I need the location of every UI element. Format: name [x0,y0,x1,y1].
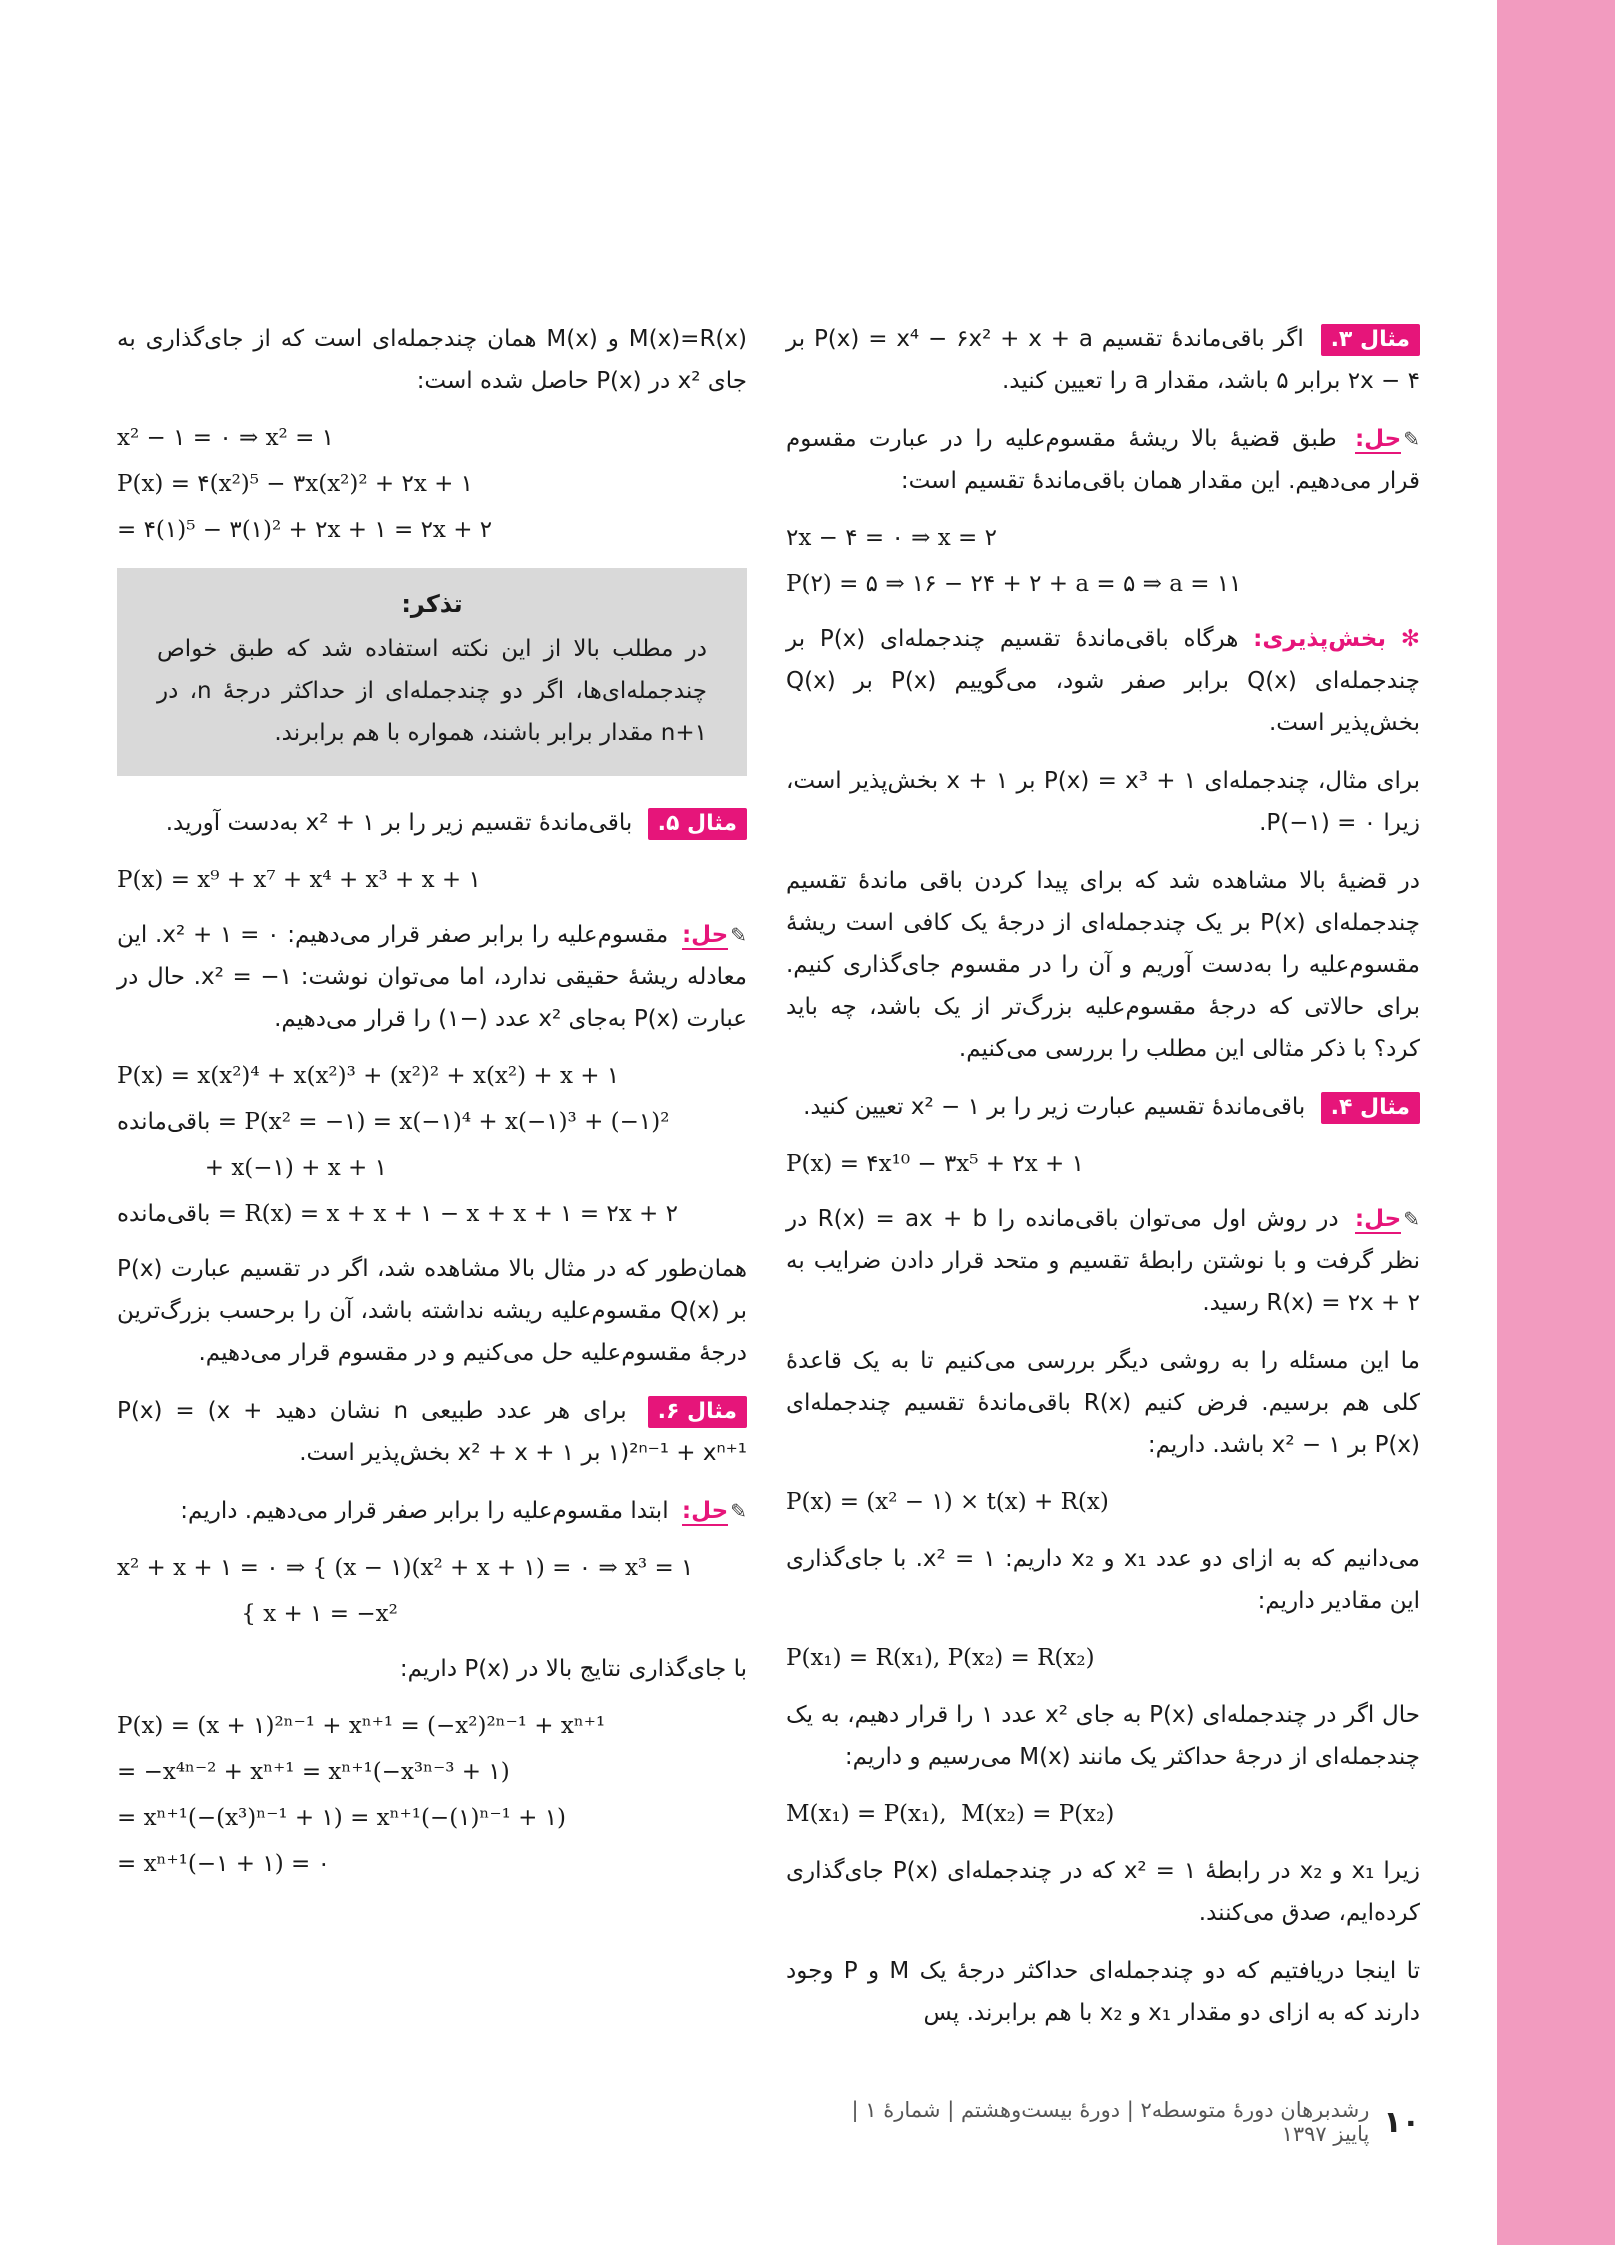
example-5-tag: مثال ۵. [648,808,747,840]
paragraph: M(x)=R(x) و M(x) همان چندجمله‌ای است که از جای‌گذاری به جای x² در P(x) حاصل شده است: [117,326,747,394]
paragraph: برای مثال، چندجمله‌ای P(x) = x³ + ۱ بر x + ۱ بخش‌پذیر است، زیرا P(−۱) = ۰. [786,768,1421,836]
pencil-note-icon: ✎ [730,923,748,947]
equation: { x + ۱ = −x² [117,1601,398,1627]
equation: P(x) = (x² − ۱) × t(x) + R(x) [786,1489,1109,1515]
equation: P(x) = (x + ۱)²ⁿ⁻¹ + xⁿ⁺¹ = (−x²)²ⁿ⁻¹ + xⁿ⁺¹ [117,1713,606,1739]
solution-label: حل: [681,922,729,948]
page-footer [820,2098,1420,2146]
example-6-tag: مثال ۶. [648,1396,747,1428]
divisibility-text: هرگاه باقی‌ماندهٔ تقسیم چندجمله‌ای P(x) بر چندجمله‌ای Q(x) برابر صفر شود، می‌گوییم P(x) بر Q(x) بخش‌پذیر است. [786,626,1420,736]
example-6-solution-text: ابتدا مقسوم‌علیه را برابر صفر قرار می‌دهیم. داریم: [180,1498,669,1524]
footer-text: رشدبرهان دورهٔ متوسطه۲ | دورهٔ بیست‌وهشتم | شمارهٔ ۱ | پاییز ۱۳۹۷ [851,2098,1370,2146]
note-text: در مطلب بالا از این نکته استفاده شد که طبق خواص چندجمله‌ای‌ها، اگر دو چندجمله‌ای از حداکثر درجهٔ n، در n+۱ مقدار برابر باشند، همواره با هم برابرند. [157,636,707,746]
paragraph: حال اگر در چندجمله‌ای P(x) به جای x² عدد ۱ را قرار دهیم، به یک چندجمله‌ای از درجهٔ حداکثر یک مانند M(x) می‌رسیم و داریم: [786,1702,1420,1770]
equation: باقی‌مانده = P(x² = −۱) = x(−۱)⁴ + x(−۱)³ + (−۱)² [117,1109,670,1135]
example-6-text: برای هر عدد طبیعی n نشان دهید P(x) = (x + ۱)²ⁿ⁻¹ + xⁿ⁺¹ بر x² + x + ۱ بخش‌پذیر است. [117,1398,747,1466]
asterisk-icon: ✻ [1400,626,1421,652]
equation: P(x) = ۴x¹⁰ − ۳x⁵ + ۲x + ۱ [786,1151,1084,1177]
example-4-solution-text: در روش اول می‌توان باقی‌مانده را R(x) = ax + b در نظر گرفت و با نوشتن رابطهٔ تقسیم و متحد قرار دادن ضرایب به R(x) = ۲x + ۲ رسید. [786,1206,1420,1316]
solution-label: حل: [1354,1206,1402,1232]
page-number: ۱۰ [1383,2104,1420,2140]
pencil-note-icon: ✎ [1403,1207,1420,1231]
example-3 [786,318,1420,402]
equation: P(x) = x⁹ + x⁷ + x⁴ + x³ + x + ۱ [117,867,481,893]
equation: P(x) = x(x²)⁴ + x(x²)³ + (x²)² + x(x²) + x + ۱ [117,1063,620,1089]
example-5-text: باقی‌ماندهٔ تقسیم زیر را بر x² + ۱ به‌دست آورید. [165,810,633,836]
divisibility-title: بخش‌پذیری: [1253,626,1386,652]
paragraph: در قضیهٔ بالا مشاهده شد که برای پیدا کردن باقی ماندهٔ تقسیم چندجمله‌ای P(x) بر یک چندجمله‌ای از درجهٔ یک کافی است ریشهٔ مقسوم‌علیه را به‌دست آوریم و آن را در مقسوم جای‌گذاری کنیم. برای حالاتی که درجهٔ مقسوم‌علیه بزرگ‌تر از یک باشد، چه باید کرد؟ با ذکر مثالی این مطلب را بررسی می‌کنیم. [786,868,1420,1062]
example-4 [786,1086,1420,1128]
pencil-note-icon: ✎ [1403,427,1421,451]
example-5-solution [117,914,747,1040]
equation: P(۲) = ۵ ⇒ ۱۶ − ۲۴ + ۲ + a = ۵ ⇒ a = ۱۱ [786,571,1242,597]
example-6 [117,1390,747,1474]
left-column [117,318,747,1890]
equation: باقی‌مانده = R(x) = x + x + ۱ − x + x + ۱ = ۲x + ۲ [117,1201,678,1227]
equation: = xⁿ⁺¹(−۱ + ۱) = ۰ [117,1851,330,1877]
equation: + x(−۱) + x + ۱ [117,1155,387,1181]
note-box [117,568,747,776]
example-6-solution [117,1490,747,1532]
example-4-text: باقی‌ماندهٔ تقسیم عبارت زیر را بر x² − ۱ تعیین کنید. [803,1094,1306,1120]
equation: = ۴(۱)⁵ − ۳(۱)² + ۲x + ۱ = ۲x + ۲ [117,517,493,543]
example-5-solution-text: مقسوم‌علیه را برابر صفر قرار می‌دهیم: x² + ۱ = ۰. این معادله ریشهٔ حقیقی ندارد، اما می‌توان نوشت: x² = −۱. حال در عبارت P(x) به‌جای x² عدد (−۱) را قرار می‌دهیم. [117,922,748,1032]
paragraph: ما این مسئله را به روشی دیگر بررسی می‌کنیم تا به یک قاعدهٔ کلی هم برسیم. فرض کنیم R(x) باقی‌ماندهٔ تقسیم چندجمله‌ای P(x) بر x² − ۱ باشد. داریم: [786,1348,1420,1458]
example-3-solution-text: طبق قضیهٔ بالا ریشهٔ مقسوم‌علیه را در عبارت مقسوم قرار می‌دهیم. این مقدار همان باقی‌ماندهٔ تقسیم است: [786,426,1420,494]
example-4-tag: مثال ۴. [1321,1092,1420,1124]
paragraph: می‌دانیم که به ازای دو عدد x₁ و x₂ داریم: x² = ۱. با جای‌گذاری این مقادیر داریم: [786,1546,1420,1614]
paragraph: زیرا x₁ و x₂ در رابطهٔ x² = ۱ که در چندجمله‌ای P(x) جای‌گذاری کرده‌ایم، صدق می‌کنند. [786,1858,1420,1926]
solution-label: حل: [1354,426,1402,452]
example-3-tag: مثال ۳. [1321,324,1420,356]
solution-label: حل: [681,1498,729,1524]
equation: x² + x + ۱ = ۰ ⇒ { (x − ۱)(x² + x + ۱) = ۰ ⇒ x³ = ۱ [117,1555,694,1581]
equation: ۲x − ۴ = ۰ ⇒ x = ۲ [786,525,997,551]
paragraph: تا اینجا دریافتیم که دو چندجمله‌ای حداکثر درجهٔ یک M و P وجود دارند که به ازای دو مقدار x₁ و x₂ با هم برابرند. پس [786,1958,1420,2026]
example-3-solution [786,418,1420,502]
equation: x² − ۱ = ۰ ⇒ x² = ۱ [117,425,335,451]
pencil-note-icon: ✎ [730,1499,747,1523]
equation: P(x) = ۴(x²)⁵ − ۳x(x²)² + ۲x + ۱ [117,471,474,497]
example-5 [117,802,747,844]
page-edge-band [1497,0,1615,2245]
equation: M(x₁) = P(x₁), M(x₂) = P(x₂) [786,1801,1115,1827]
right-column [786,318,1420,2050]
example-3-text: اگر باقی‌ماندهٔ تقسیم P(x) = x⁴ − ۶x² + x + a بر ۲x − ۴ برابر ۵ باشد، مقدار a را تعیین کنید. [786,326,1420,394]
paragraph: با جای‌گذاری نتایج بالا در P(x) داریم: [399,1656,747,1682]
divisibility-definition [786,618,1420,744]
note-title: تذکر: [401,590,463,618]
paragraph: همان‌طور که در مثال بالا مشاهده شد، اگر در تقسیم عبارت P(x) بر Q(x) مقسوم‌علیه ریشه نداشته باشد، آن را برحسب بزرگ‌ترین درجهٔ مقسوم‌علیه حل می‌کنیم و در مقسوم قرار می‌دهیم. [117,1256,747,1366]
equation: P(x₁) = R(x₁), P(x₂) = R(x₂) [786,1645,1095,1671]
equation: = xⁿ⁺¹(−(x³)ⁿ⁻¹ + ۱) = xⁿ⁺¹(−(۱)ⁿ⁻¹ + ۱) [117,1805,567,1831]
equation: = −x⁴ⁿ⁻² + xⁿ⁺¹ = xⁿ⁺¹(−x³ⁿ⁻³ + ۱) [117,1759,510,1785]
example-4-solution [786,1198,1420,1324]
